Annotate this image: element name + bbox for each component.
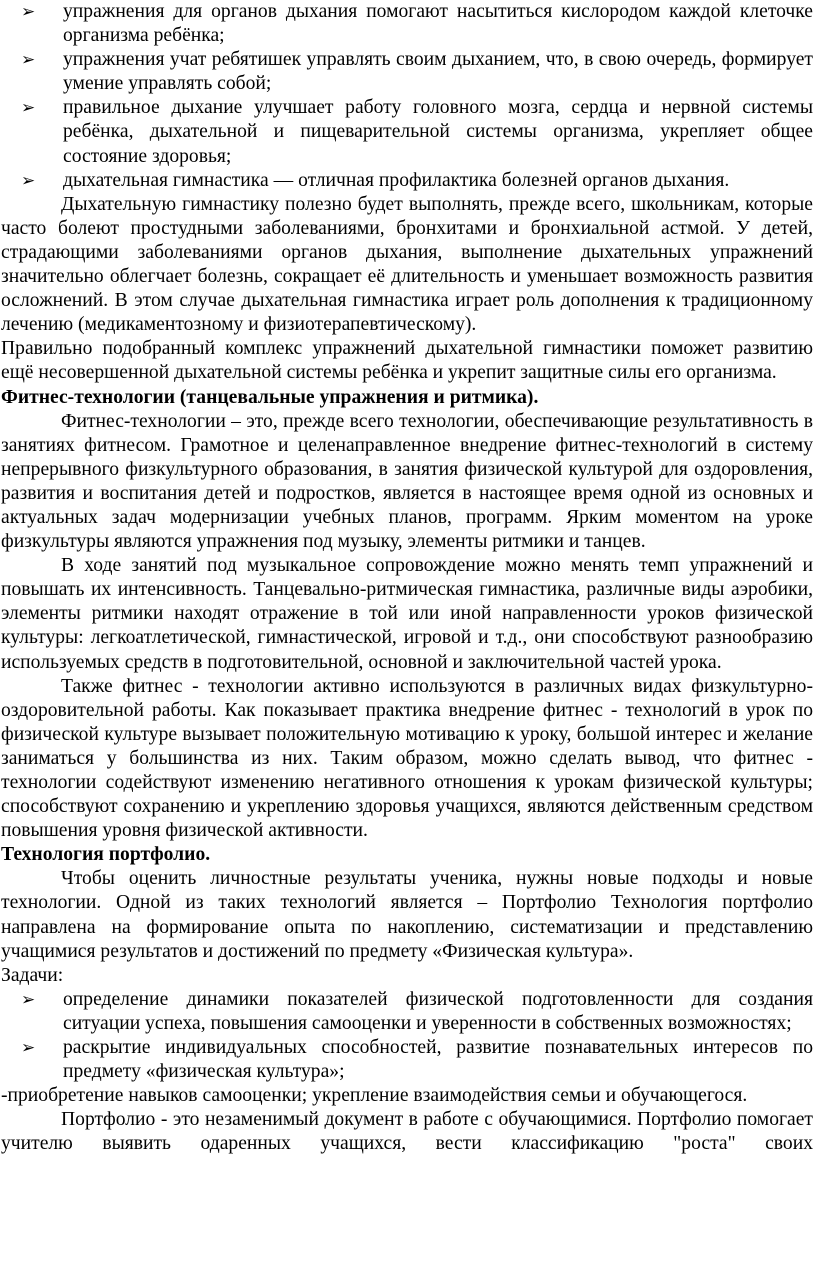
- paragraph-portfolio-intro: Чтобы оценить личностные результаты ученика, нужны новые подходы и новые технологии. Одной из таких технологий является – Портфолио Технология портфолио направлена на формирование опыта по накоплению, систематизации и представлению учащимися результатов и достижений по предмету «Физическая культура».: [1, 868, 813, 962]
- bullet-text: определение динамики показателей физической подготовленности для создания ситуации успеха, повышения самооценки и уверенности в собственных возможностях;: [63, 988, 813, 1034]
- paragraph-self-assessment: -приобретение навыков самооценки; укрепление взаимодействия семьи и обучающегося.: [1, 1085, 748, 1107]
- arrow-bullet-icon: ➢: [21, 2, 36, 22]
- arrow-bullet-icon: ➢: [21, 98, 36, 119]
- paragraph-breathing-benefits: Дыхательную гимнастику полезно будет выполнять, прежде всего, школьникам, которые часто болеют простудными заболеваниями, бронхитами и бронхиальной астмой. У детей, страдающими заболеваниями органов дыхания, выполнение дыхательных упражнений значительно облегчает болезнь, сокращает её длительность и уменьшает возможность развития осложнений. В этом случае дыхательная гимнастика играет роль дополнения к традиционному лечению (медикаментозному и физиотерапевтическому).: [1, 193, 813, 336]
- tasks-label: Задачи:: [1, 964, 64, 986]
- bullet-item: [1, 0, 813, 48]
- paragraph-fitness-usage: Также фитнес - технологии активно используются в различных видах физкультурно-оздоровительной работы. Как показывает практика внедрение фитнес - технологий в урок по физической культуре вызывает положительную мотивацию к уроку, большой интерес и желание заниматься у большинства из них. Таким образом, можно сделать вывод, что фитнес - технологии содействуют изменению негативного отношения к урокам физической культуры; способствуют сохранению и укреплению здоровья учащихся, являются действенным средством повышения уровня физической активности.: [1, 675, 813, 842]
- bullet-text: упражнения учат ребятишек управлять своим дыханием, что, в свою очередь, формирует умение управлять собой;: [63, 49, 813, 95]
- bullet-item: [1, 48, 813, 96]
- heading-fitness-technologies: Фитнес-технологии (танцевальные упражнения и ритмика).: [1, 386, 539, 408]
- heading-portfolio: Технология портфолио.: [1, 844, 211, 866]
- arrow-bullet-icon: ➢: [21, 1038, 36, 1059]
- bullet-item: [1, 988, 813, 1036]
- bullet-item: [1, 1036, 813, 1084]
- bullet-text: раскрытие индивидуальных способностей, развитие познавательных интересов по предмету «физическая культура»;: [63, 1037, 813, 1083]
- bullet-text: правильное дыхание улучшает работу головного мозга, сердца и нервной системы ребёнка, дыхательной и пищеварительной системы организма, укрепляет общее состояние здоровья;: [63, 97, 813, 167]
- paragraph-exercise-complex: Правильно подобранный комплекс упражнений дыхательной гимнастики поможет развитию ещё несовершенной дыхательной системы ребёнка и укрепит защитные силы его организма.: [1, 338, 813, 384]
- paragraph-music-accompaniment: В ходе занятий под музыкальное сопровождение можно менять темп упражнений и повышать их интенсивность. Танцевально-ритмическая гимнастика, различные виды аэробики, элементы ритмики находят отражение в той или иной направленности уроков физической культуры: легкоатлетической, гимнастической, игровой и т.д., они способствуют разнообразию используемых средств в подготовительной, основной и заключительной частей урока.: [1, 555, 813, 673]
- paragraph-portfolio-document: Портфолио - это незаменимый документ в работе с обучающимися. Портфолио помогает учителю выявить одаренных учащихся, вести классификацию "роста" своих: [1, 1109, 813, 1155]
- arrow-bullet-icon: ➢: [21, 170, 36, 191]
- arrow-bullet-icon: ➢: [21, 989, 36, 1010]
- paragraph-fitness-definition: Фитнес-технологии – это, прежде всего технологии, обеспечивающие результативность в занятиях фитнесом. Грамотное и целенаправленное внедрение фитнес-технологий в систему непрерывного физкультурного образования, в занятия физической культурой для оздоровления, развития и воспитания детей и подростков, является в настоящее время одной из основных и актуальных задач модернизации учебных планов, программ. Ярким моментом на уроке физкультуры являются упражнения под музыку, элементы ритмики и танцев.: [1, 410, 813, 553]
- bullet-text: дыхательная гимнастика — отличная профилактика болезней органов дыхания.: [63, 169, 730, 191]
- bullet-item: [1, 96, 813, 168]
- bullet-text: упражнения для органов дыхания помогают насытиться кислородом каждой клеточке организма ребёнка;: [63, 1, 813, 47]
- arrow-bullet-icon: ➢: [21, 50, 36, 71]
- bullet-item: [1, 169, 813, 193]
